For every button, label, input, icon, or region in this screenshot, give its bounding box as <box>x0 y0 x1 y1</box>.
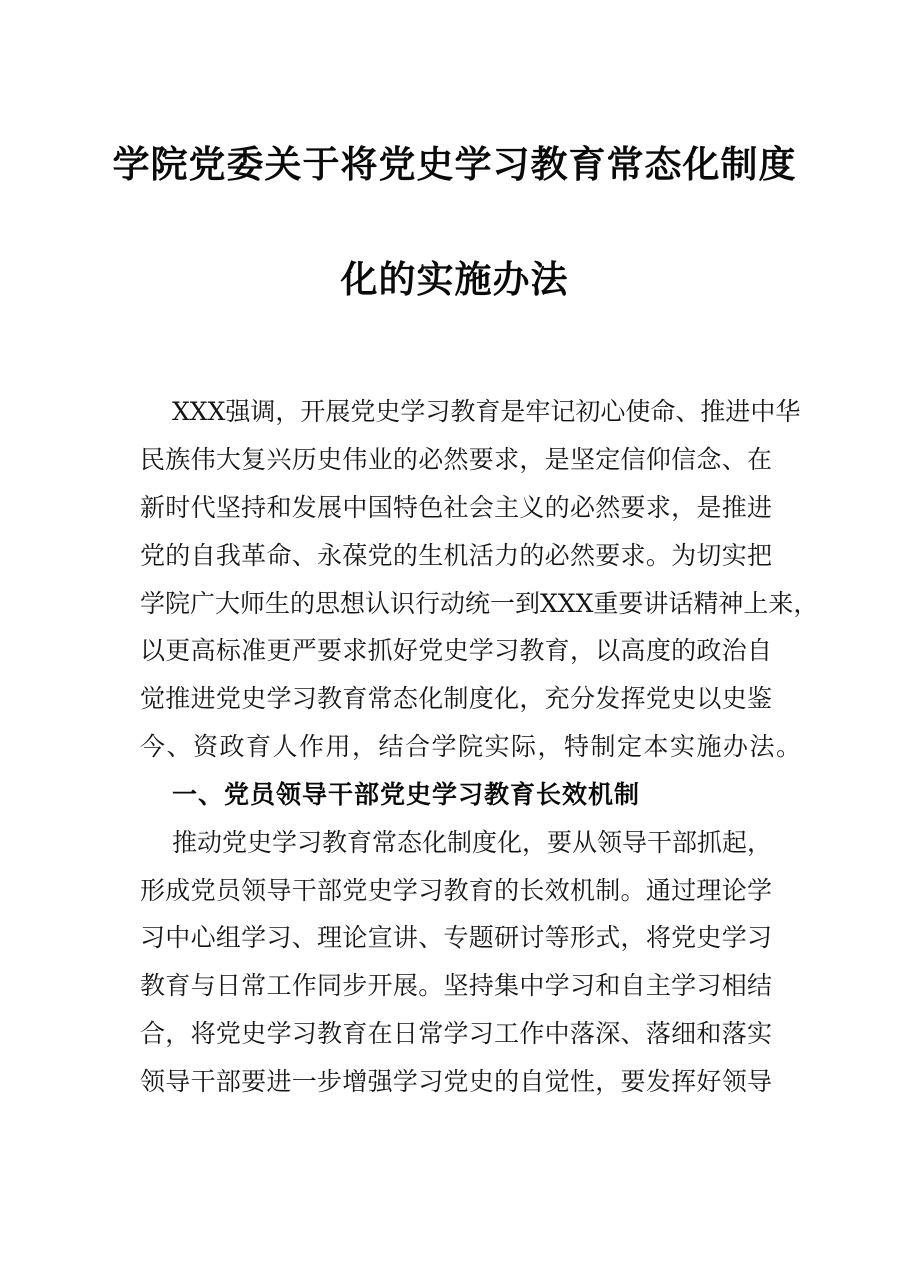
paragraph-1-line: XXX强调，开展党史学习教育是牢记初心使命、推进中华 <box>172 397 801 426</box>
paragraph-1-line: 新时代坚持和发展中国特色社会主义的必然要求，是推进 <box>140 493 772 522</box>
paragraph-1-line: 觉推进党史学习教育常态化制度化，充分发挥党史以史鉴 <box>140 684 772 713</box>
paragraph-2-line: 领导干部要进一步增强学习党史的自觉性，要发挥好领导 <box>140 1067 772 1096</box>
paragraph-2-line: 形成党员领导干部党史学习教育的长效机制。通过理论学 <box>140 876 772 905</box>
paragraph-1-line: 党的自我革命、永葆党的生机活力的必然要求。为切实把 <box>140 541 772 570</box>
paragraph-2-line: 教育与日常工作同步开展。坚持集中学习和自主学习相结 <box>140 971 772 1000</box>
paragraph-2-line: 合，将党史学习教育在日常学习工作中落深、落细和落实 <box>140 1019 772 1048</box>
paragraph-1-line: 民族伟大复兴历史伟业的必然要求，是坚定信仰信念、在 <box>140 445 772 474</box>
paragraph-1-line: 学院广大师生的思想认识行动统一到XXX重要讲话精神上来， <box>140 589 819 618</box>
section-heading: 一、党员领导干部党史学习教育长效机制 <box>172 780 641 809</box>
paragraph-1-line: 今、资政育人作用，结合学院实际，特制定本实施办法。 <box>140 732 803 761</box>
document-title-line-1: 学院党委关于将党史学习教育常态化制度 <box>112 142 797 186</box>
paragraph-2-line: 习中心组学习、理论宣讲、专题研讨等形式，将党史学习 <box>140 923 772 952</box>
document-title-line-2: 化的实施办法 <box>340 257 569 301</box>
paragraph-1-line: 以更高标准更严要求抓好党史学习教育，以高度的政治自 <box>140 636 772 665</box>
paragraph-2-line: 推动党史学习教育常态化制度化，要从领导干部抓起， <box>172 828 773 857</box>
